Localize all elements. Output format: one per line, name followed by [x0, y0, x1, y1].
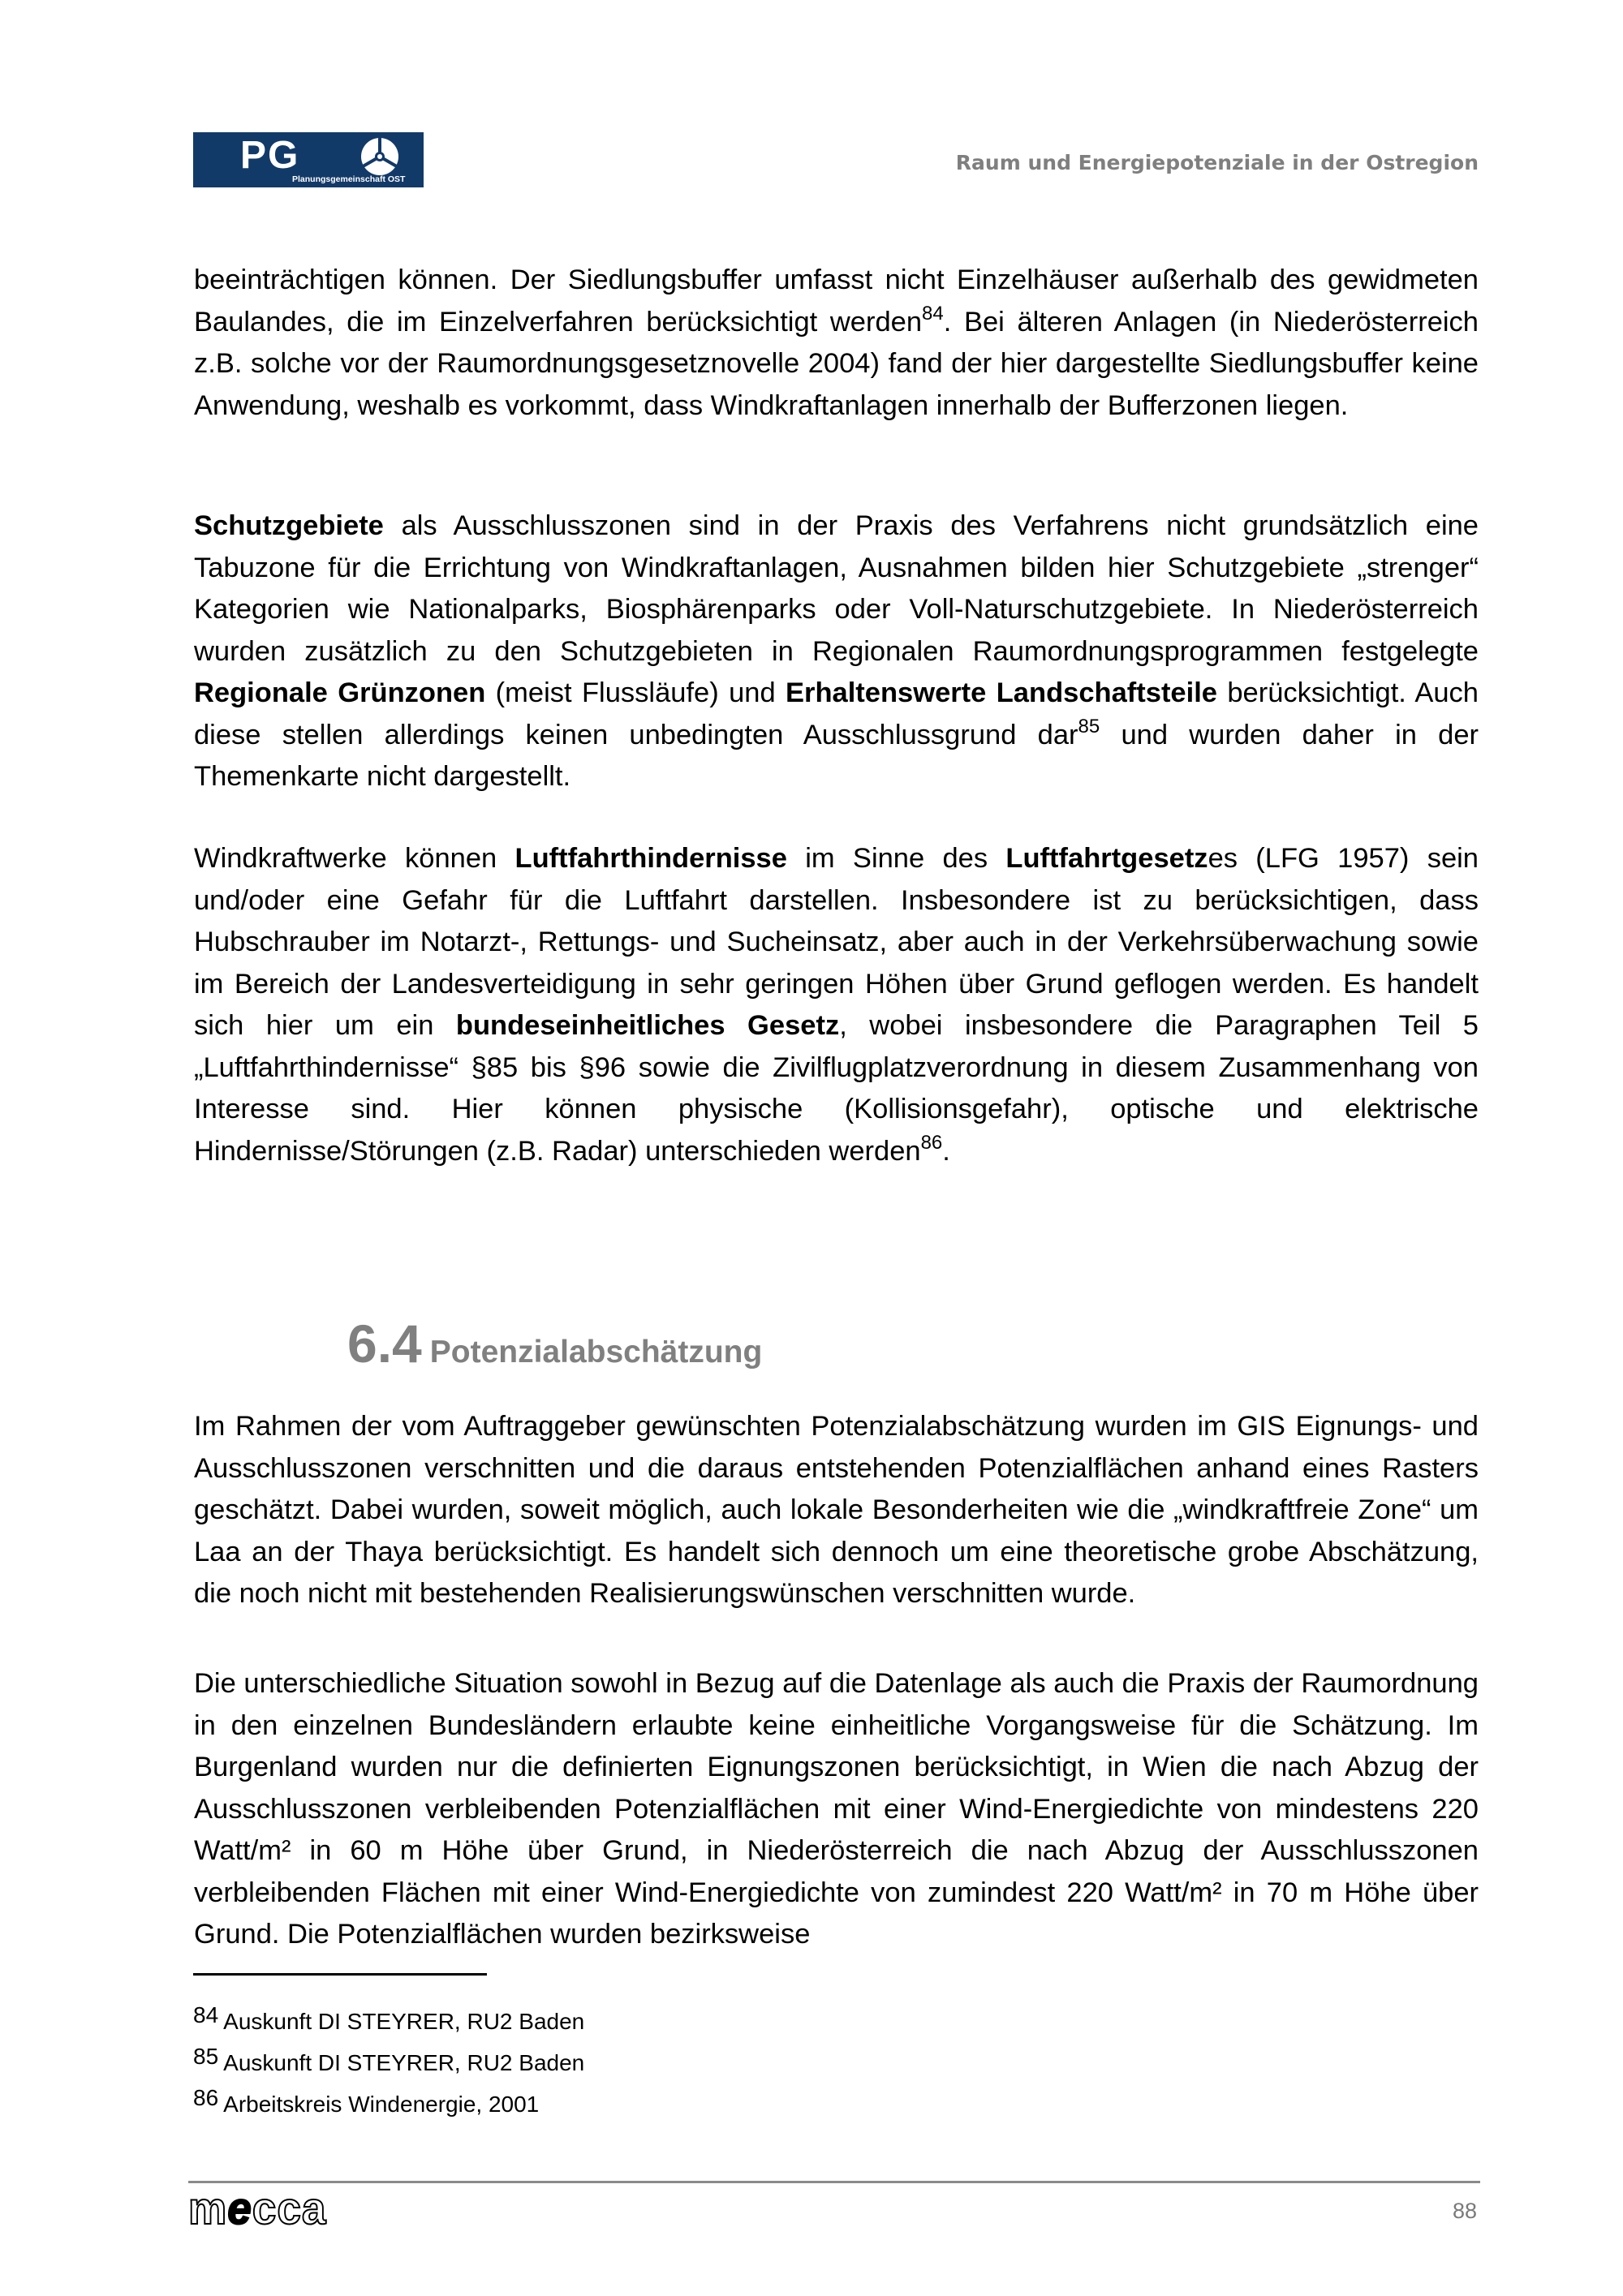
footer-rule: [188, 2181, 1480, 2183]
footnote-text: Auskunft DI STEYRER, RU2 Baden: [223, 2009, 585, 2034]
paragraph-luftfahrt: Windkraftwerke können Luftfahrthindernisse im Sinne des Luftfahrtgesetzes (LFG 1957) sein und/oder eine Gefahr für die Luftfahrt darstellen. Insbesondere ist zu berücksichtigen, dass Hubschrauber im Notarzt-, Rettungs- und Sucheinsatz, aber auch in der Verkehrsüberwachung sowie im Bereich der Landesverteidigung in sehr geringen Höhen über Grund geflogen werden. Es handelt sich hier um ein bundeseinheitliches Gesetz, wobei insbesondere die Paragraphen Teil 5 „Luftfahrthindernisse“ §85 bis §96 sowie die Zivilflugplatzverordnung in diesem Zusammenhang von Interesse sind. Hier können physische (Kollisionsgefahr), optische und elektrische Hindernisse/Störungen (z.B. Radar) unterschieden werden$^{86}$.: [194, 843, 1479, 1167]
footnote-86: [193, 2085, 584, 2126]
footnotes: [193, 2002, 584, 2126]
bold-term: Regionale Grünzonen: [194, 677, 486, 708]
paragraph-siedlungsbuffer: beeinträchtigen können. Der Siedlungsbuffer umfasst nicht Einzelhäuser außerhalb des gewidmeten Baulandes, die im Einzelverfahren berücksichtigt werden$^{84}$. Bei älteren Anlagen (in Niederösterreich z.B. solche vor der Raumordnungsgesetznovelle 2004) fand der hier dargestellte Siedlungsbuffer keine Anwendung, weshalb es vorkommt, dass Windkraftanlagen innerhalb der Bufferzonen liegen.: [194, 264, 1479, 421]
bold-term: bundeseinheitliches Gesetz: [455, 1010, 840, 1041]
footnote-number: 86: [193, 2085, 219, 2110]
page-number: 88: [1452, 2199, 1477, 2223]
section-heading: [347, 1313, 762, 1374]
logo-letters: PG: [240, 134, 300, 177]
wind-turbine-wheel-icon: [360, 137, 399, 176]
footnote-text: Auskunft DI STEYRER, RU2 Baden: [223, 2050, 585, 2075]
section-title: Potenzialabschätzung: [429, 1335, 763, 1369]
footnote-text: Arbeitskreis Windenergie, 2001: [223, 2092, 540, 2117]
header-title: Raum und Energiepotenziale in der Ostregion: [955, 151, 1479, 174]
footnote-ref-85[interactable]: 85: [1078, 715, 1100, 737]
mecca-logo: mecca: [188, 2182, 327, 2234]
footnote-84: [193, 2002, 584, 2044]
bold-term: Schutzgebiete: [194, 510, 384, 541]
bold-term: Erhaltenswerte Landschaftsteile: [786, 677, 1217, 708]
footnote-separator: [193, 1973, 487, 1976]
footnote-ref-84[interactable]: 84: [922, 302, 944, 325]
logo-subtitle: Planungsgemeinschaft OST: [292, 174, 406, 184]
paragraph-potenzialabschaetzung: Im Rahmen der vom Auftraggeber gewünschten Potenzialabschätzung wurden im GIS Eignungs- und Ausschlusszonen verschnitten und die daraus entstehenden Potenzialflächen anhand eines Rasters geschätzt. Dabei wurden, soweit möglich, auch lokale Besonderheiten wie die „windkraftfreie Zone“ um Laa an der Thaya berücksichtigt. Es handelt sich dennoch um eine theoretische grobe Abschätzung, die noch nicht mit bestehenden Realisierungswünschen verschnitten wurde.: [194, 1411, 1479, 1609]
section-number: 6.4: [347, 1314, 422, 1374]
footnote-85: [193, 2044, 584, 2085]
footnote-ref-86[interactable]: 86: [920, 1131, 943, 1154]
paragraph-schutzgebiete: Schutzgebiete als Ausschlusszonen sind in der Praxis des Verfahrens nicht grundsätzlich eine Tabuzone für die Errichtung von Windkraftanlagen, Ausnahmen bilden hier Schutzgebiete „strenger“ Kategorien wie Nationalparks, Biosphärenparks oder Voll-Naturschutzgebiete. In Niederösterreich wurden zusätzlich zu den Schutzgebieten in Regionalen Raumordnungsprogrammen festgelegte Regionale Grünzonen (meist Flussläufe) und Erhaltenswerte Landschaftsteile berücksichtigt. Auch diese stellen allerdings keinen unbedingten Ausschlussgrund dar$^{85}$ und wurden daher in der Themenkarte nicht dargestellt.: [194, 510, 1479, 792]
paragraph-situation: Die unterschiedliche Situation sowohl in Bezug auf die Datenlage als auch die Praxis der Raumordnung in den einzelnen Bundesländern erlaubte keine einheitliche Vorgangsweise für die Schätzung. Im Burgenland wurden nur die definierten Eignungszonen berücksichtigt, in Wien die nach Abzug der Ausschlusszonen verbleibenden Potenzialflächen mit einer Wind-Energiedichte von mindestens 220 Watt/m² in 60 m Höhe über Grund, in Niederösterreich die nach Abzug der Ausschlusszonen verbleibenden Flächen mit einer Wind-Energiedichte von zumindest 220 Watt/m² in 70 m Höhe über Grund. Die Potenzialflächen wurden bezirksweise: [194, 1668, 1479, 1950]
footnote-number: 84: [193, 2002, 219, 2027]
footnote-number: 85: [193, 2044, 219, 2069]
bold-term: Luftfahrtgesetz: [1005, 843, 1208, 874]
pgo-logo: [193, 132, 424, 187]
bold-term: Luftfahrthindernisse: [514, 843, 787, 874]
